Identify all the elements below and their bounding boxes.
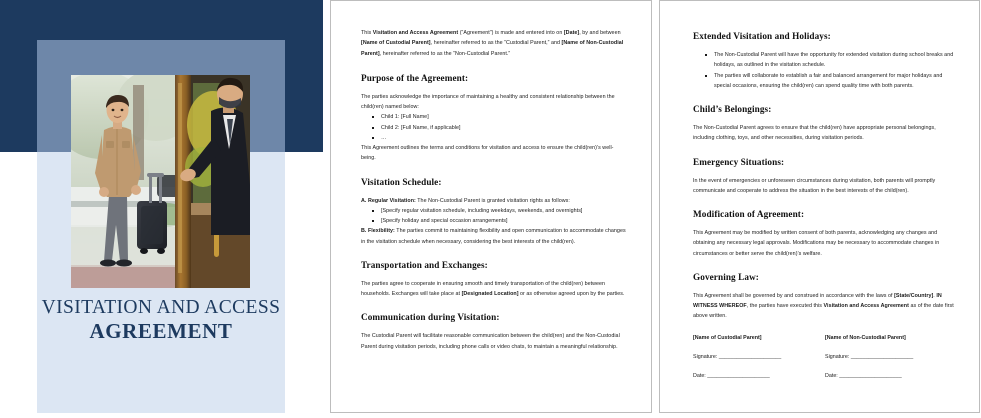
list-item: [Specify holiday and special occasion arrangements] (361, 216, 627, 226)
governing-text-1: This Agreement shall be governed by and construed in accordance with the laws of (693, 292, 895, 299)
extended-visitation-list (693, 50, 957, 91)
intro-text-4: , hereinafter referred to as the “Custodial Parent,” and (430, 40, 562, 47)
transportation-text-1: The parties agree to cooperate in ensuring smooth and timely transportation of the child(ren) between households. Exchanges will take place at (361, 280, 606, 298)
emergency-paragraph: In the event of emergencies or unforeseen circumstances during visitation, both parents will promptly communicate and cooperate to address the situation in the best interests of the child(ren). (693, 177, 936, 194)
cover-photo-illustration (71, 75, 250, 288)
heading-emergency-situations: Emergency Situations: (693, 156, 785, 167)
governing-law-paragraph (693, 291, 957, 322)
cover-photo (71, 75, 250, 288)
heading-childs-belongings: Child’s Belongings: (693, 104, 772, 115)
transportation-bold-1: [Designated Location] (461, 291, 519, 298)
list-item: Child 2: [Full Name, if applicable] (361, 123, 627, 133)
custodial-date-line[interactable]: Date: _____________________ (693, 372, 770, 379)
governing-bold-3: Visitation and Access Agreement (823, 303, 909, 310)
intro-bold-1: Visitation and Access Agreement (372, 30, 459, 36)
schedule-item-a (361, 196, 627, 206)
heading-purpose: Purpose of the Agreement: (361, 72, 469, 83)
intro-text-2: (“Agreement”) is made and entered into on (458, 30, 564, 36)
schedule-item-b (361, 226, 627, 247)
intro-text-3: , by and between (579, 30, 621, 36)
purpose-closing: This Agreement outlines the terms and conditions for visitation and access to ensure the child(ren)’s well-being. (361, 145, 614, 162)
belongings-paragraph: The Non-Custodial Parent agrees to ensure that the child(ren) have appropriate personal belongings, including clothing, toys, and other necessities, during visitation periods. (693, 125, 936, 142)
governing-text-2: . (933, 292, 937, 299)
governing-bold-1: [State/Country] (894, 292, 934, 299)
heading-visitation-schedule: Visitation Schedule: (361, 176, 442, 187)
transportation-text-2: or as otherwise agreed upon by the parties. (518, 291, 625, 298)
schedule-item-b-label: B. Flexibility: (361, 228, 395, 235)
custodial-parent-name: [Name of Custodial Parent] (693, 334, 762, 341)
intro-bold-2: [Date] (563, 30, 580, 36)
list-item: Child 1: [Full Name] (361, 112, 627, 122)
modification-paragraph: This Agreement may be modified by written consent of both parents, acknowledging any changes and obtaining any necessary legal approvals. Modifications may be necessary to accommodate changes in circumstances or better serve the child(ren)’s welfare. (693, 230, 940, 257)
document-page-cover (0, 0, 323, 413)
cover-title-line-2: AGREEMENT (89, 319, 233, 344)
list-item: [Specify regular visitation schedule, including weekdays, weekends, and overnights] (361, 206, 627, 216)
list-item: The Non-Custodial Parent will have the opportunity for extended visitation during school breaks and holidays, as outlined in the visitation schedule. (693, 50, 957, 71)
non-custodial-parent-name: [Name of Non-Custodial Parent] (825, 334, 906, 341)
schedule-item-a-label: A. Regular Visitation: (361, 197, 416, 204)
signature-block (693, 333, 957, 390)
intro-bold-4: [Name of Non-Custodial Parent] (361, 40, 624, 57)
document-page-two (330, 0, 652, 413)
document-page-three (659, 0, 980, 413)
purpose-paragraph: The parties acknowledge the importance of maintaining a healthy and consistent relationship between the child(ren) named below: (361, 93, 615, 111)
intro-text-5: , hereinafter referred to as the “Non-Custodial Parent.” (379, 50, 511, 57)
communication-paragraph: The Custodial Parent will facilitate reasonable communication between the child(ren) and the Non-Custodial Parent during visitation periods, including phone calls or video chats, to maintain a meaningful relationship. (361, 333, 620, 350)
intro-bold-3: [Name of Custodial Parent] (361, 40, 431, 47)
non-custodial-signature-line[interactable]: Signature: _____________________ (825, 353, 914, 360)
list-item: … (361, 133, 627, 143)
governing-bold-2: IN WITNESS WHEREOF (693, 292, 942, 310)
governing-text-3: , the parties have executed this (746, 303, 824, 310)
heading-extended-visitation: Extended Visitation and Holidays: (693, 31, 831, 41)
heading-transportation: Transportation and Exchanges: (361, 259, 488, 270)
heading-governing-law: Governing Law: (693, 271, 759, 282)
heading-communication: Communication during Visitation: (361, 312, 500, 323)
cover-title (37, 298, 285, 344)
cover-title-line-1: VISITATION AND ACCESS (41, 297, 281, 318)
intro-text-1: This (361, 30, 373, 36)
custodial-signature-line[interactable]: Signature: _____________________ (693, 353, 782, 360)
schedule-item-b-text: The parties commit to maintaining flexibility and open communication to accommodate changes in the visitation schedule when necessary, considering the best interests of the child(ren). (361, 228, 626, 245)
intro-paragraph (361, 28, 627, 59)
transportation-paragraph (361, 279, 627, 300)
signature-column-non-custodial (825, 333, 957, 390)
non-custodial-date-line[interactable]: Date: _____________________ (825, 372, 902, 379)
governing-text-4: as of the date first above written. (693, 303, 954, 320)
heading-modification: Modification of Agreement: (693, 209, 805, 220)
schedule-item-a-text: The Non-Custodial Parent is granted visitation rights as follows: (415, 197, 570, 204)
signature-column-custodial (693, 333, 825, 390)
children-list (361, 112, 627, 143)
schedule-bullets (361, 206, 627, 227)
list-item: The parties will collaborate to establish a fair and balanced arrangement for major holidays and special occasions, ensuring the child(ren) can spend quality time with both parents. (693, 71, 957, 92)
